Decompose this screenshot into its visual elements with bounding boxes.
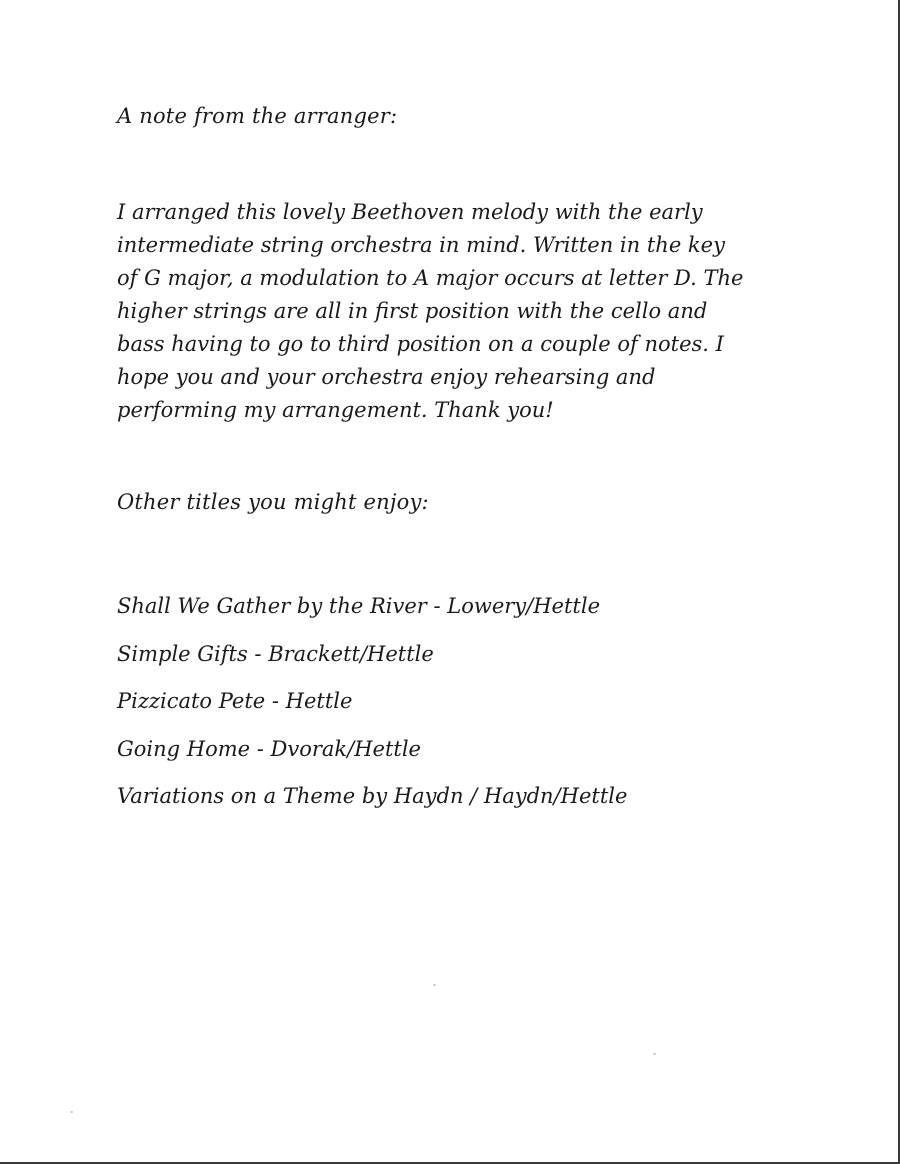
note-line: of G major, a modulation to A major occurs at letter D. The <box>117 266 744 290</box>
note-line: hope you and your orchestra enjoy rehearsing and <box>117 365 656 389</box>
arranger-note-heading: A note from the arranger: <box>117 104 398 128</box>
scan-speck <box>653 1053 656 1055</box>
title-list-item: Variations on a Theme by Haydn / Haydn/Hettle <box>117 784 628 808</box>
other-titles-heading: Other titles you might enjoy: <box>117 490 429 514</box>
title-list-item: Simple Gifts - Brackett/Hettle <box>117 641 434 666</box>
title-list-item: Going Home - Dvorak/Hettle <box>117 736 421 761</box>
other-titles-list <box>117 583 627 821</box>
arranger-note-body <box>117 196 817 427</box>
note-line: intermediate string orchestra in mind. Written in the key <box>117 233 725 257</box>
title-list-item: Pizzicato Pete - Hettle <box>117 689 353 713</box>
note-line: I arranged this lovely Beethoven melody with the early <box>117 200 703 224</box>
note-line: bass having to go to third position on a couple of notes. I <box>117 332 724 356</box>
scan-speck <box>70 1111 73 1113</box>
scan-speck <box>433 984 436 986</box>
title-list-item: Shall We Gather by the River - Lowery/Hettle <box>117 594 600 618</box>
note-line: performing my arrangement. Thank you! <box>117 398 554 422</box>
note-line: higher strings are all in first position with the cello and <box>117 299 708 323</box>
